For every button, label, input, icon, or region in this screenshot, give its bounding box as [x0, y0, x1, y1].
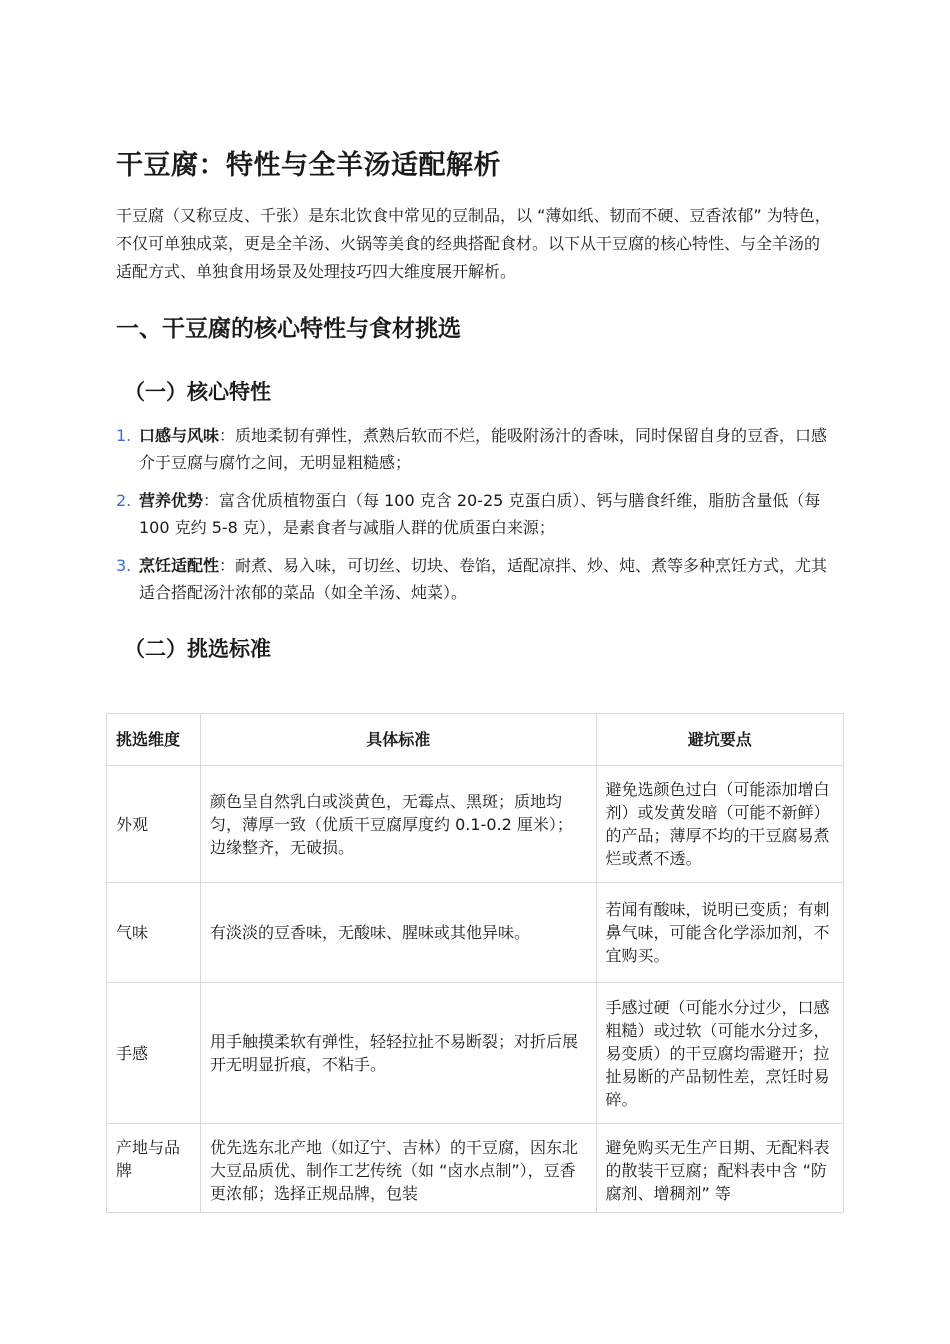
table-cell: 避免购买无生产日期、无配料表的散装干豆腐；配料表中含 “防腐剂、增稠剂” 等 — [596, 1124, 843, 1214]
list-term: 口感与风味 — [139, 426, 220, 445]
table-cell: 避免选颜色过白（可能添加增白剂）或发黄发暗（可能不新鲜）的产品；薄厚不均的干豆腐易煮烂或煮不透。 — [596, 766, 843, 883]
table-row — [107, 766, 844, 883]
subsection-heading-core: （一）核心特性 — [124, 380, 271, 404]
list-text: ：富含优质植物蛋白（每 100 克含 20-25 克蛋白质）、钙与膳食纤维，脂肪含量低（每 100 克约 5-8 克），是素食者与减脂人群的优质蛋白来源； — [139, 491, 821, 537]
table-cell: 产地与品牌 — [107, 1124, 201, 1214]
page-title: 干豆腐：特性与全羊汤适配解析 — [116, 150, 501, 181]
table-header-row — [107, 714, 844, 766]
column-header: 挑选维度 — [107, 714, 201, 766]
list-number: 3. — [116, 556, 132, 575]
list-number: 1. — [116, 426, 132, 445]
table-row — [107, 983, 844, 1124]
subsection-heading-selection: （二）挑选标准 — [124, 637, 271, 661]
table-cell: 若闻有酸味，说明已变质；有刺鼻气味，可能含化学添加剂，不宜购买。 — [596, 883, 843, 983]
table-row — [107, 883, 844, 983]
list-item — [116, 552, 832, 606]
list-text: ：质地柔韧有弹性，煮熟后软而不烂，能吸附汤汁的香味，同时保留自身的豆香，口感介于豆腐与腐竹之间，无明显粗糙感； — [139, 426, 828, 472]
list-term: 营养优势 — [139, 491, 204, 510]
list-term: 烹饪适配性 — [139, 556, 220, 575]
table-cell: 优先选东北产地（如辽宁、吉林）的干豆腐，因东北大豆品质优、制作工艺传统（如 “卤水点制”），豆香更浓郁；选择正规品牌，包装 — [201, 1124, 597, 1214]
list-number: 2. — [116, 491, 132, 510]
intro-paragraph: 干豆腐（又称豆皮、千张）是东北饮食中常见的豆制品，以 “薄如纸、韧而不硬、豆香浓郁” 为特色，不仅可单独成菜，更是全羊汤、火锅等美食的经典搭配食材。以下从干豆腐的核心特性、与全羊汤的适配方式、单独食用场景及处理技巧四大维度展开解析。 — [116, 206, 831, 281]
table-cell: 颜色呈自然乳白或淡黄色，无霉点、黑斑；质地均匀，薄厚一致（优质干豆腐厚度约 0.1-0.2 厘米）；边缘整齐，无破损。 — [201, 766, 597, 883]
column-header: 避坑要点 — [596, 714, 843, 766]
list-text: ：耐煮、易入味，可切丝、切块、卷馅，适配凉拌、炒、炖、煮等多种烹饪方式，尤其适合搭配汤汁浓郁的菜品（如全羊汤、炖菜）。 — [139, 556, 828, 602]
table-cell: 外观 — [107, 766, 201, 883]
table-cell: 手感 — [107, 983, 201, 1124]
selection-table — [106, 713, 844, 1213]
list-item — [116, 422, 832, 476]
table-cell: 气味 — [107, 883, 201, 983]
section-heading: 一、干豆腐的核心特性与食材挑选 — [116, 316, 461, 342]
list-item — [116, 487, 832, 541]
table-cell: 有淡淡的豆香味，无酸味、腥味或其他异味。 — [201, 883, 597, 983]
table-row — [107, 1124, 844, 1214]
column-header: 具体标准 — [201, 714, 597, 766]
table-cell: 用手触摸柔软有弹性，轻轻拉扯不易断裂；对折后展开无明显折痕，不粘手。 — [201, 983, 597, 1124]
table-cell: 手感过硬（可能水分过少，口感粗糙）或过软（可能水分过多，易变质）的干豆腐均需避开；拉扯易断的产品韧性差，烹饪时易碎。 — [596, 983, 843, 1124]
feature-list — [116, 422, 832, 617]
